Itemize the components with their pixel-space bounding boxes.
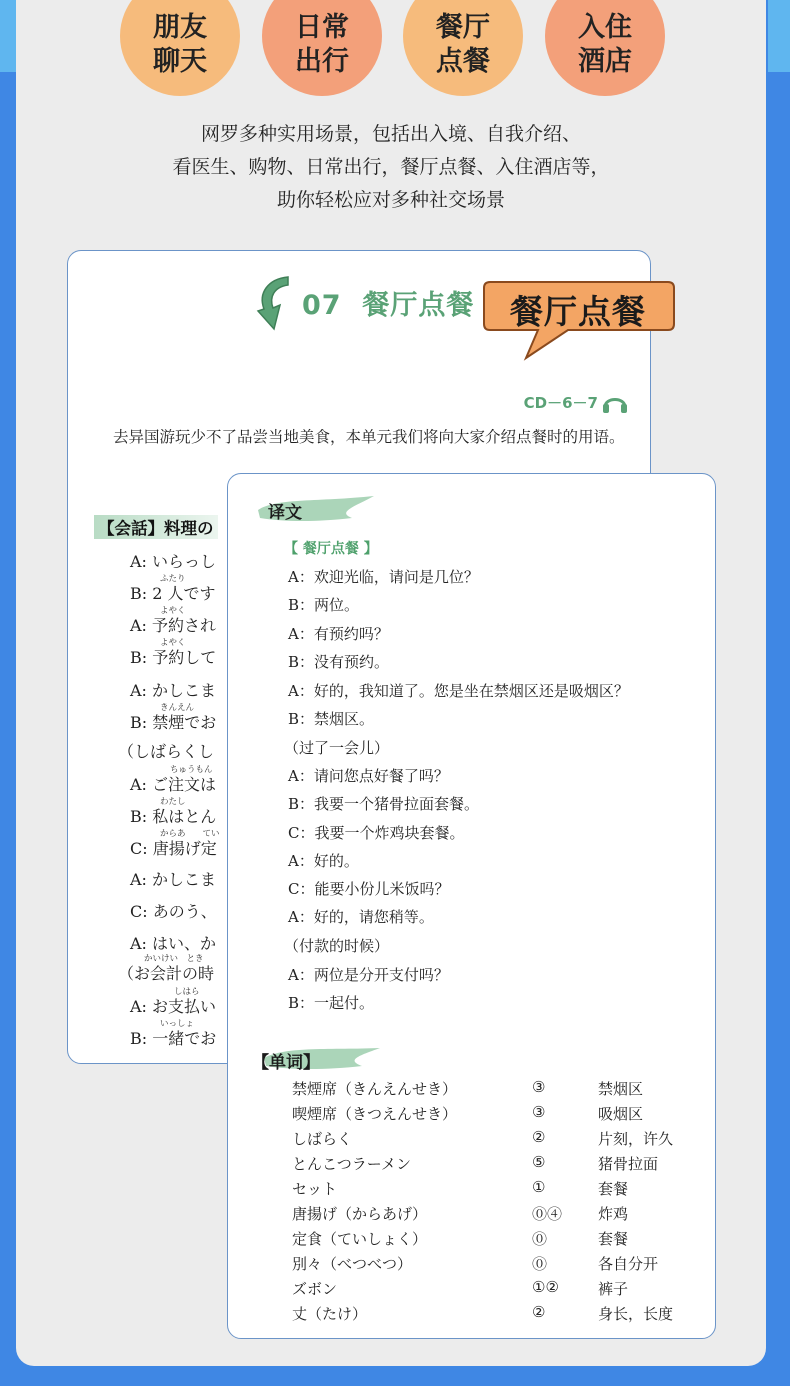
japanese-line: A: かしこま [130, 870, 217, 889]
translation-heading: 译文 [268, 503, 302, 523]
vocab-row [292, 1153, 692, 1178]
dialogue-line: A：有预约吗？ [288, 625, 389, 643]
vocab-row [292, 1078, 692, 1103]
ruby-text: ちゅうもん [170, 765, 213, 775]
vocab-tone: ① [532, 1178, 546, 1196]
vocab-meaning: 套餐 [598, 1230, 629, 1248]
vocab-meaning: 各自分开 [598, 1255, 659, 1273]
japanese-line: （お会計の時 [118, 964, 215, 983]
dialogue-line: （过了一会儿） [284, 739, 390, 757]
intro-text [16, 118, 766, 217]
dialogue-line: C：我要一个炸鸡块套餐。 [288, 824, 465, 842]
vocab-row [292, 1253, 692, 1278]
bubble-line2: 聊天 [153, 46, 207, 77]
scene-title: 【 餐厅点餐 】 [284, 541, 378, 557]
japanese-line: A: 予約され [130, 616, 217, 635]
vocab-tone: ①② [532, 1278, 559, 1296]
intro-line: 助你轻松应对多种社交场景 [276, 189, 505, 211]
conversation-heading: 【会話】料理の [94, 515, 218, 539]
japanese-line: A: かしこま [130, 681, 217, 700]
dialogue-line: B：两位。 [288, 596, 360, 614]
vocab-word: セット [292, 1180, 338, 1198]
dialogue-line: A：两位是分开支付吗？ [288, 966, 449, 984]
vocab-meaning: 猪骨拉面 [598, 1155, 659, 1173]
bubble-line1: 餐厅 [436, 12, 490, 43]
vocab-word: 禁煙席（きんえんせき） [292, 1080, 458, 1098]
cd-track-label: CD－6－7 [523, 393, 598, 412]
japanese-line: B: 私はとん [130, 807, 217, 826]
bubble-line2: 出行 [295, 46, 349, 77]
vocab-word: 定食（ていしょく） [292, 1230, 428, 1248]
vocab-row [292, 1228, 692, 1253]
dialogue-line: （付款的时候） [284, 937, 390, 955]
ruby-text: いっしょ [160, 1019, 195, 1029]
vocab-word: 唐揚げ（からあげ） [292, 1205, 428, 1223]
japanese-line: C: あのう、 [130, 902, 217, 921]
lesson-number: 07 [302, 290, 342, 321]
ruby-text: ふたり [160, 574, 186, 584]
vocab-word: 別々（べつべつ） [292, 1255, 413, 1273]
green-curved-arrow-icon [254, 273, 300, 331]
vocab-row [292, 1178, 692, 1203]
japanese-line: （しばらくし [118, 742, 215, 761]
dialogue-line: A：请问您点好餐了吗？ [288, 767, 449, 785]
vocab-row [292, 1128, 692, 1153]
vocab-tone: ⓪④ [532, 1205, 563, 1223]
lesson-description: 去异国游玩少不了品尝当地美食，本单元我们将向大家介绍点餐时的用语。 [113, 428, 625, 446]
ruby-text: しはら [174, 987, 200, 997]
vocab-word: 喫煙席（きつえんせき） [292, 1105, 458, 1123]
japanese-line: B: 予約して [130, 648, 217, 667]
intro-line: 网罗多种实用场景，包括出入境、自我介绍、 [200, 123, 581, 145]
japanese-line: A: お支払い [130, 997, 217, 1016]
vocab-meaning: 片刻，许久 [598, 1130, 674, 1148]
bubble-friends-chat [120, 0, 240, 96]
vocab-tone: ② [532, 1128, 546, 1146]
vocab-row [292, 1103, 692, 1128]
bubble-line1: 入住 [578, 12, 632, 43]
translation-card [227, 473, 716, 1339]
vocab-tone: ③ [532, 1103, 546, 1121]
japanese-line: A: いらっし [130, 552, 217, 571]
dialogue-line: A：好的。 [288, 852, 359, 870]
dialogue-line: B：我要一个猪骨拉面套餐。 [288, 795, 480, 813]
dialogue-line: B：一起付。 [288, 994, 375, 1012]
ruby-text: よやく [160, 606, 186, 616]
vocab-meaning: 身长，长度 [598, 1305, 674, 1323]
bubble-line1: 日常 [295, 12, 349, 43]
bubble-line2: 酒店 [578, 46, 632, 77]
bubble-restaurant-order [403, 0, 523, 96]
lesson-name: 餐厅点餐 [362, 290, 475, 321]
vocab-meaning: 裤子 [598, 1280, 629, 1298]
vocab-meaning: 炸鸡 [598, 1205, 629, 1223]
vocab-word: ズボン [292, 1280, 338, 1298]
vocab-tone: ③ [532, 1078, 546, 1096]
top-strip-right [768, 0, 790, 72]
vocab-row [292, 1278, 692, 1303]
vocab-meaning: 套餐 [598, 1180, 629, 1198]
vocab-word: とんこつラーメン [292, 1155, 411, 1173]
japanese-line: A: はい、か [130, 934, 217, 953]
japanese-line: A: ご注文は [130, 775, 217, 794]
bubble-line1: 朋友 [153, 12, 207, 43]
japanese-line: C: 唐揚げ定 [130, 839, 217, 858]
vocab-meaning: 吸烟区 [598, 1105, 644, 1123]
dialogue-line: B：禁烟区。 [288, 710, 375, 728]
dialogue-line: A：好的，请您稍等。 [288, 908, 434, 926]
vocab-tone: ⑤ [532, 1153, 546, 1171]
vocabulary-heading: 【单词】 [252, 1053, 320, 1073]
ruby-text: からあ てい [160, 829, 220, 839]
japanese-line: B: 2 人です [130, 584, 216, 603]
dialogue-line: C：能要小份儿米饭吗？ [288, 880, 450, 898]
vocab-row [292, 1303, 692, 1328]
dialogue-line: B：没有预约。 [288, 653, 390, 671]
ruby-text: わたし [160, 797, 186, 807]
vocab-tone: ② [532, 1303, 546, 1321]
dialogue-line: A：欢迎光临，请问是几位？ [288, 568, 479, 586]
bubble-daily-travel [262, 0, 382, 96]
lesson-title [302, 283, 474, 322]
content-panel [16, 0, 766, 1366]
dialogue-line: A：好的，我知道了。您是坐在禁烟区还是吸烟区？ [288, 682, 629, 700]
bubble-line2: 点餐 [436, 46, 490, 77]
cd-track [524, 391, 628, 413]
vocab-word: しばらく [292, 1130, 353, 1148]
vocab-row [292, 1203, 692, 1228]
vocab-word: 丈（たけ） [292, 1305, 368, 1323]
japanese-line: B: 一緒でお [130, 1029, 217, 1048]
callout-bubble [482, 280, 696, 366]
headphones-icon [602, 391, 628, 413]
intro-line: 看医生、购物、日常出行，餐厅点餐、入住酒店等， [172, 156, 610, 178]
vocab-tone: ⓪ [532, 1255, 548, 1273]
callout-text: 餐厅点餐 [510, 292, 646, 331]
ruby-text: きんえん [160, 703, 195, 713]
ruby-text: よやく [160, 638, 186, 648]
japanese-line: B: 禁煙でお [130, 713, 217, 732]
ruby-text: かいけい とき [144, 954, 204, 964]
bubble-hotel-checkin [545, 0, 665, 96]
top-strip-left [0, 0, 16, 72]
vocab-tone: ⓪ [532, 1230, 548, 1248]
vocab-meaning: 禁烟区 [598, 1080, 644, 1098]
